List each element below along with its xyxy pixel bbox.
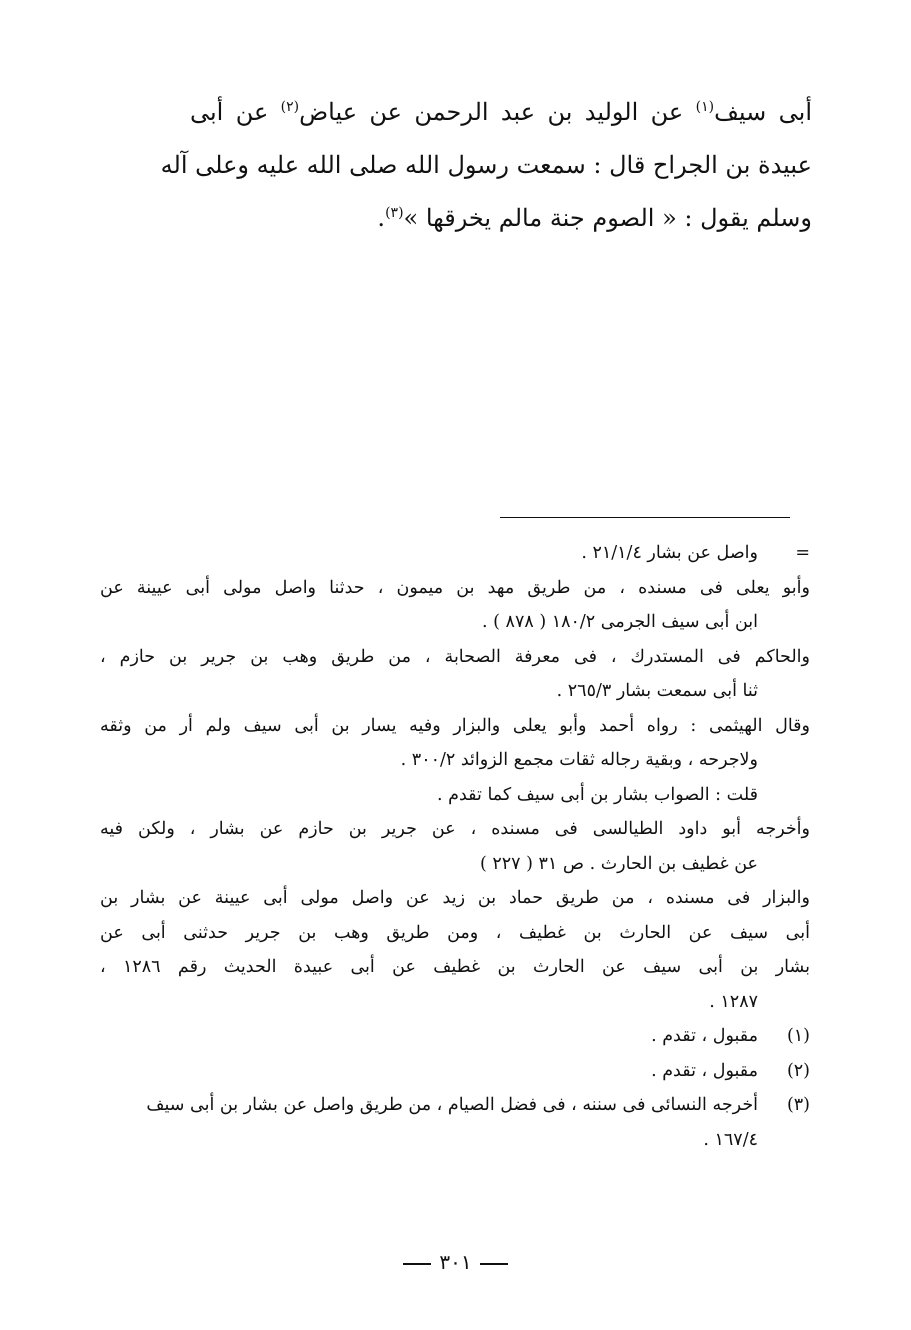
- main-text-segment: عن أبى: [190, 98, 281, 126]
- main-text-segment: وسلم يقول : « الصوم جنة مالم يخرقها »: [403, 204, 812, 232]
- footnote-continuation-first: [100, 536, 810, 571]
- footnote-text: مقبول ، تقدم .: [651, 1060, 758, 1081]
- footnote-line: وأبو يعلى فى مسنده ، من طريق مهد بن ميمون ، حدثنا واصل مولى أبى عيينة عن: [100, 577, 810, 598]
- footnote-marker: (٢): [786, 1060, 810, 1081]
- footnote-3-continuation: ١٦٧/٤ .: [703, 1129, 758, 1150]
- footnotes: [100, 536, 810, 1157]
- footnote-marker: (٣): [786, 1095, 810, 1115]
- footnote-line: وأخرجه أبو داود الطيالسى فى مسنده ، عن جرير بن حازم عن بشار ، ولكن فيه: [100, 819, 810, 839]
- dash-left: [480, 1263, 508, 1265]
- footnote-marker: (١): [786, 1026, 810, 1046]
- main-text-line-3: [190, 192, 812, 245]
- footnote-line: عن غطيف بن الحارث . ص ٣١ ( ٢٢٧ ): [479, 853, 758, 874]
- footnote-text: أخرجه النسائى فى سننه ، فى فضل الصيام ، من طريق واصل عن بشار بن أبى سيف: [146, 1095, 758, 1115]
- footnote-line: ثنا أبى سمعت بشار ٢٦٥/٣ .: [556, 681, 758, 701]
- footnote-line: والبزار فى مسنده ، من طريق حماد بن زيد عن واصل مولى أبى عيينة عن بشار بن: [100, 888, 810, 908]
- footnote-line: واصل عن بشار ٢١/١/٤ .: [581, 543, 758, 563]
- main-text-segment: أبى سيف: [714, 98, 812, 126]
- footnote-ref-1: (١): [695, 99, 715, 115]
- footnote-line: والحاكم فى المستدرك ، فى معرفة الصحابة ، من طريق وهب بن جرير بن حازم ،: [100, 646, 810, 667]
- main-text-line-2: عبيدة بن الجراح قال : سمعت رسول الله صلى الله عليه وعلى آله: [160, 151, 812, 179]
- footnote-1: [100, 1019, 810, 1054]
- main-text-line-1: [190, 86, 812, 139]
- page-number-text: ٣٠١: [439, 1250, 472, 1274]
- footnote-line: وقال الهيثمى : رواه أحمد وأبو يعلى والبزار وفيه يسار بن أبى سيف ولم أر من وثقه: [100, 715, 810, 736]
- footnote-separator: [500, 517, 790, 518]
- footnote-ref-2: (٢): [280, 99, 300, 115]
- footnote-ref-3: (٣): [385, 205, 404, 221]
- footnote-line: أبى سيف عن الحارث بن غطيف ، ومن طريق وهب بن جرير حدثنى أبى عن: [100, 922, 810, 943]
- footnote-line: بشار بن أبى سيف عن الحارث بن غطيف عن أبى عبيدة الحديث رقم ١٢٨٦ ،: [100, 957, 810, 977]
- main-text-segment: عن الوليد بن عبد الرحمن عن عياض: [299, 98, 696, 126]
- dash-right: [403, 1263, 431, 1265]
- page-number: [0, 1250, 911, 1274]
- continuation-marker: =: [795, 543, 810, 563]
- footnote-2: [100, 1054, 810, 1089]
- footnote-line: ابن أبى سيف الجرمى ١٨٠/٢ ( ٨٧٨ ) .: [482, 612, 758, 632]
- footnote-line: ١٢٨٧ .: [709, 991, 758, 1012]
- footnote-3: [100, 1088, 810, 1123]
- main-text-segment: .: [377, 204, 386, 232]
- footnote-line: قلت : الصواب بشار بن أبى سيف كما تقدم .: [437, 784, 758, 805]
- footnote-text: مقبول ، تقدم .: [651, 1026, 758, 1046]
- main-text: [160, 86, 812, 245]
- footnote-line: ولاجرحه ، وبقية رجاله ثقات مجمع الزوائد ٣٠٠/٢ .: [400, 750, 758, 770]
